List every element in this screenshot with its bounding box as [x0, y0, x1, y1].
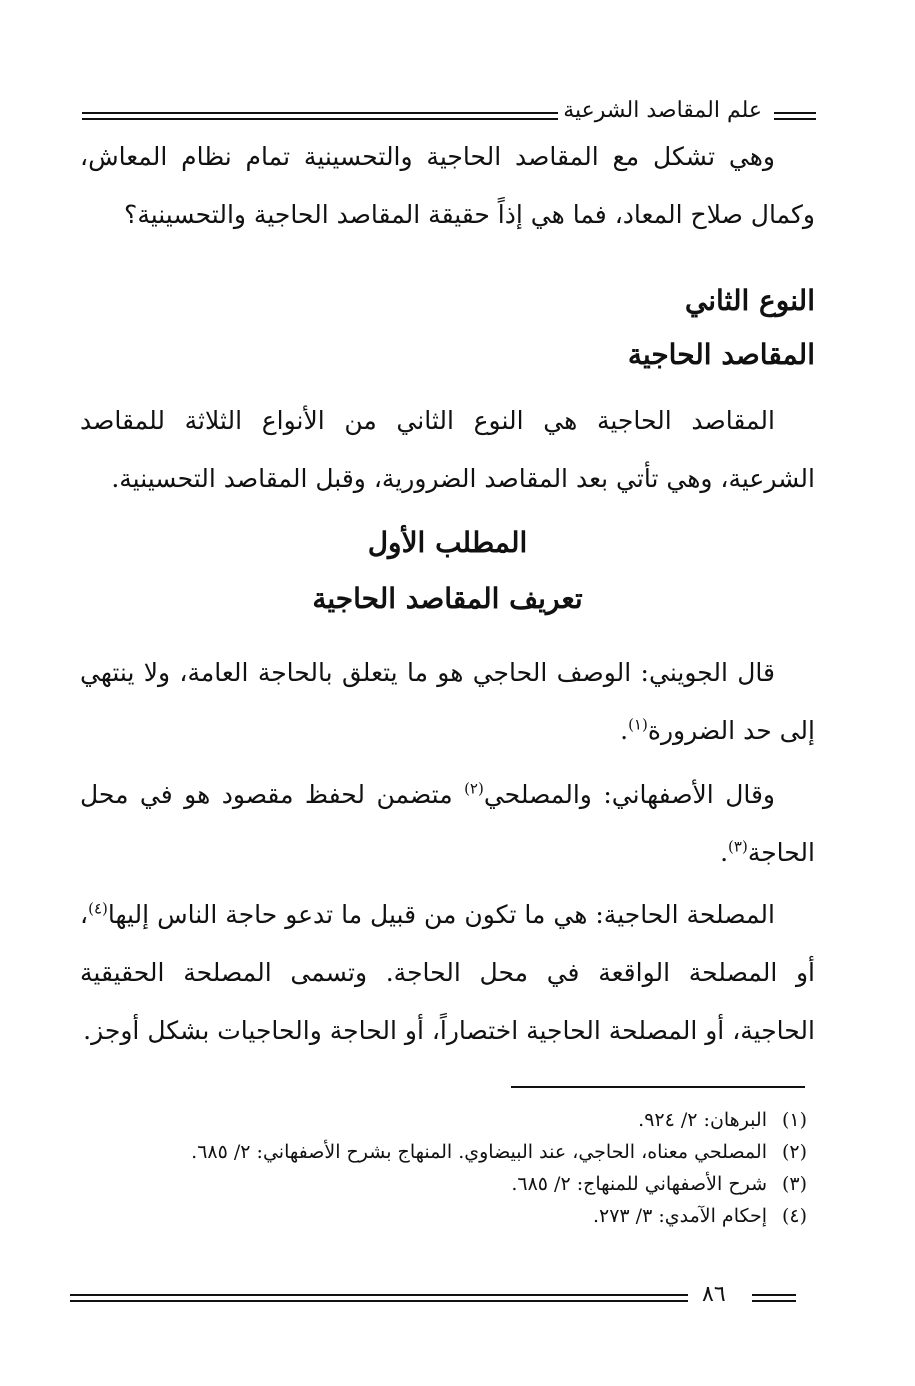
footnote-ref-1[interactable]: (١) — [628, 715, 648, 734]
footnote-4 — [80, 1200, 807, 1232]
footnote-number: (٢) — [781, 1141, 807, 1163]
header-rule-right — [774, 112, 816, 120]
juwayni-paragraph: قال الجويني: الوصف الحاجي هو ما يتعلق بالحاجة العامة، ولا ينتهي إلى حد الضرورة$^{(١)}$. — [80, 658, 815, 745]
subsection-heading: المطلب الأول — [367, 526, 528, 559]
maslaha-paragraph: المصلحة الحاجية: هي ما تكون من قبيل ما تدعو حاجة الناس إليها$^{(٤)}$، أو المصلحة الواقعة في محل الحاجة. وتسمى المصلحة الحقيقية الحاجية، أو المصلحة الحاجية اختصاراً، أو الحاجة والحاجيات بشكل أوجز. — [80, 899, 815, 1045]
header-rule-left — [82, 112, 558, 120]
footer-rule-right — [752, 1294, 796, 1302]
footnote-number: (٤) — [781, 1205, 807, 1227]
section-paragraph: المقاصد الحاجية هي النوع الثاني من الأنواع الثلاثة للمقاصد الشرعية، وهي تأتي بعد المقاصد الضرورية، وقبل المقاصد التحسينية. — [80, 406, 815, 493]
footnotes-list — [80, 1104, 807, 1232]
section-title-heading: المقاصد الحاجية — [627, 338, 815, 371]
footnote-ref-2[interactable]: (٢) — [464, 779, 484, 798]
footnote-3 — [80, 1168, 807, 1200]
footnote-text: إحكام الآمدي: ٣/ ٢٧٣. — [592, 1205, 767, 1227]
footnote-ref-4[interactable]: (٤) — [88, 899, 108, 918]
page-footer — [70, 1284, 816, 1314]
section-type-heading: النوع الثاني — [684, 284, 815, 317]
footnote-2 — [80, 1136, 807, 1168]
footer-rule-left — [70, 1294, 688, 1302]
running-title: علم المقاصد الشرعية — [563, 98, 762, 123]
footnote-separator — [511, 1086, 805, 1088]
footnote-text: شرح الأصفهاني للمنهاج: ٢/ ٦٨٥. — [511, 1173, 767, 1195]
footnote-ref-3[interactable]: (٣) — [728, 837, 748, 856]
isfahani-paragraph: وقال الأصفهاني: والمصلحي$^{(٢)}$ متضمن لحفظ مقصود هو في محل الحاجة$^{(٣)}$. — [80, 779, 815, 867]
subsection-title: تعريف المقاصد الحاجية — [312, 582, 583, 615]
footnote-text: البرهان: ٢/ ٩٢٤. — [638, 1109, 767, 1131]
footnote-number: (١) — [781, 1109, 807, 1131]
page-number: ٨٦ — [702, 1282, 726, 1307]
intro-paragraph: وهي تشكل مع المقاصد الحاجية والتحسينية تمام نظام المعاش، وكمال صلاح المعاد، فما هي إذاً حقيقة المقاصد الحاجية والتحسينية؟ — [80, 142, 815, 229]
footnote-number: (٣) — [781, 1173, 807, 1195]
footnote-text: المصلحي معناه، الحاجي، عند البيضاوي. المنهاج بشرح الأصفهاني: ٢/ ٦٨٥. — [191, 1141, 767, 1163]
footnote-1 — [80, 1104, 807, 1136]
